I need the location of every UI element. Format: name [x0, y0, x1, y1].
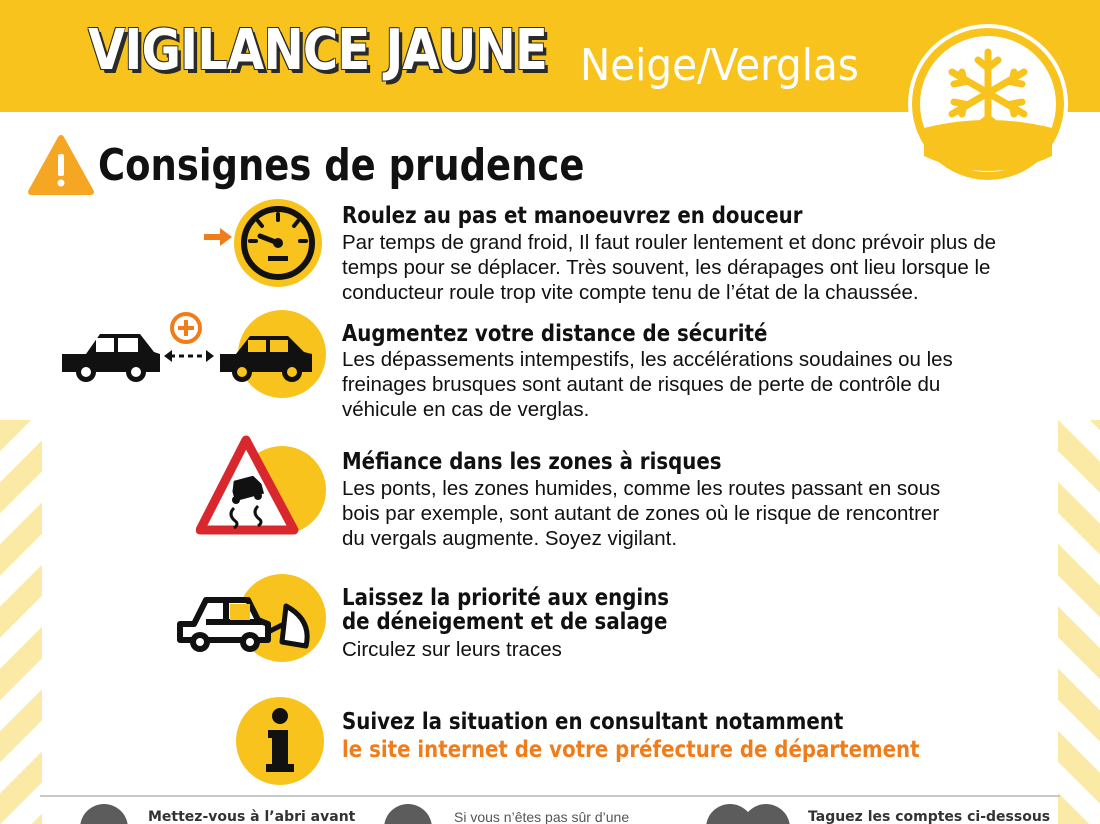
- left-hatch-decoration: [0, 420, 42, 824]
- section-title: Consignes de prudence: [98, 140, 585, 191]
- header-title: VIGILANCE JAUNE: [88, 18, 548, 83]
- body-line: Circulez sur leurs traces: [342, 638, 562, 661]
- snowflake-icon: [900, 16, 1076, 192]
- body-line: freinages brusques sont autant de risques de perte de contrôle du: [342, 373, 941, 396]
- item-heading-info: Suivez la situation en consultant notamment: [342, 709, 844, 735]
- item-body-snowplow: [342, 637, 1062, 662]
- footer-divider: [40, 795, 1060, 797]
- shelter-icon: [80, 804, 128, 824]
- snowplow-icon: [172, 570, 328, 666]
- body-line: bois par exemple, sont autant de zones où le risque de rencontrer: [342, 502, 940, 525]
- body-line: conducteur roule trop vite compte tenu de l’état de la chaussée.: [342, 281, 919, 304]
- prefecture-website-link[interactable]: le site internet de votre préfecture de département: [342, 737, 920, 763]
- body-line: Les dépassements intempestifs, les accélérations soudaines ou les: [342, 348, 953, 371]
- footer-shelter-text: Mettez-vous à l’abri avant: [148, 809, 356, 824]
- item-heading-risk-zones: Méfiance dans les zones à risques: [342, 449, 722, 475]
- body-line: véhicule en cas de verglas.: [342, 398, 590, 421]
- heading-line: Laissez la priorité aux engins: [342, 585, 670, 611]
- header-subtitle: Neige/Verglas: [580, 40, 859, 91]
- footer-tag-text: Taguez les comptes ci-dessous: [808, 809, 1051, 824]
- car-distance-icon: [56, 306, 328, 402]
- footer-unsure-text: Si vous n’êtes pas sûr d’une: [454, 809, 630, 824]
- item-heading-speed: Roulez au pas et manoeuvrez en douceur: [342, 203, 803, 229]
- slippery-road-sign-icon: [196, 432, 328, 542]
- item-heading-snowplow: [342, 586, 669, 634]
- item-heading-distance: Augmentez votre distance de sécurité: [342, 321, 768, 347]
- speedometer-icon: [196, 196, 326, 290]
- warning-triangle-icon: [28, 134, 94, 196]
- question-icon: [384, 804, 432, 824]
- item-body-speed: [342, 230, 1062, 305]
- body-line: du vergals augmente. Soyez vigilant.: [342, 527, 678, 550]
- body-line: temps pour se déplacer. Très souvent, les dérapages ont lieu lorsque le: [342, 256, 991, 279]
- heading-line: de déneigement et de salage: [342, 609, 668, 635]
- item-body-distance: [342, 347, 1062, 422]
- info-icon: [232, 694, 328, 788]
- item-body-risk-zones: [342, 476, 1062, 551]
- right-hatch-decoration: [1058, 420, 1100, 824]
- body-line: Par temps de grand froid, Il faut rouler lentement et donc prévoir plus de: [342, 231, 997, 254]
- body-line: Les ponts, les zones humides, comme les routes passant en sous: [342, 477, 941, 500]
- facebook-icon: [742, 804, 790, 824]
